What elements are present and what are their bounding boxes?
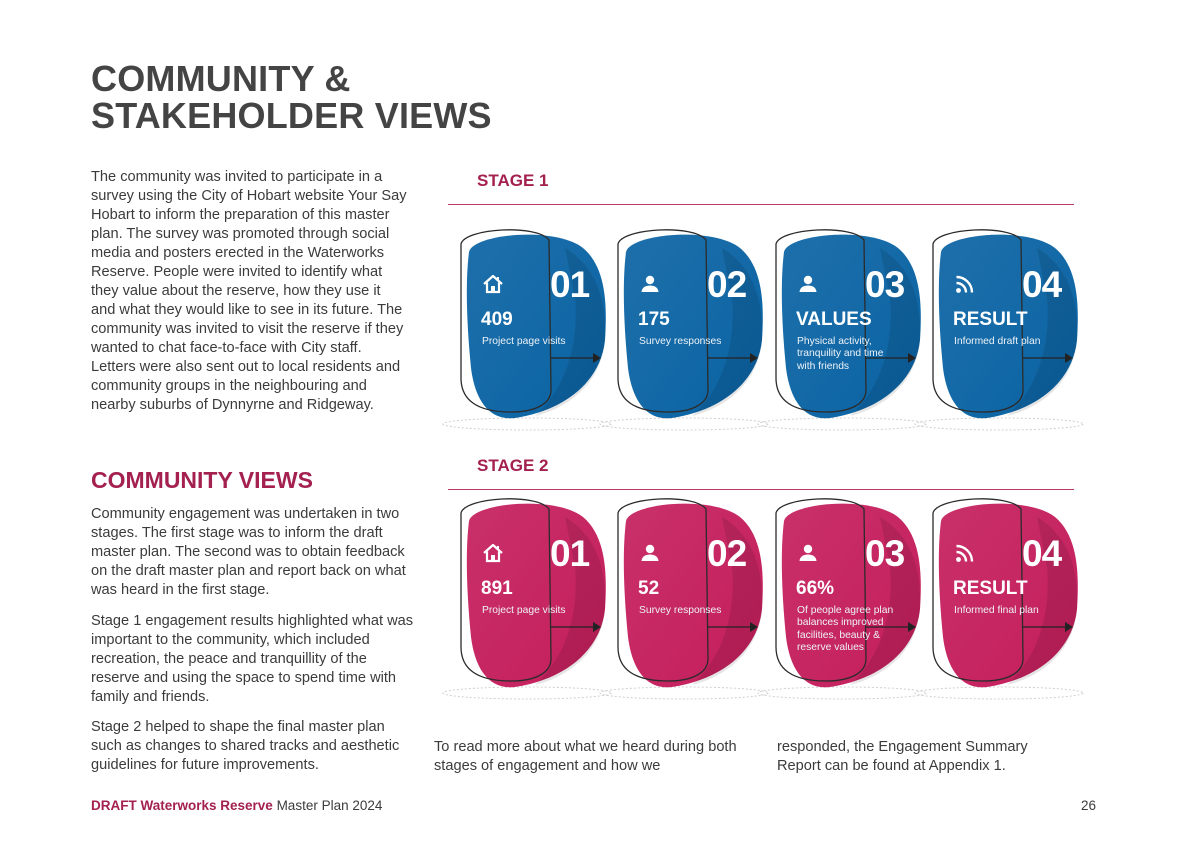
card-value: RESULT [953,309,1028,330]
card-description: Survey responses [639,336,722,347]
stat-card [927,228,1082,428]
card-description: Physical activity, tranquility and time with friends [797,336,884,372]
card-description: Project page visits [482,336,566,347]
stage-1-label: STAGE 1 [477,171,549,190]
home-icon [481,272,505,296]
card-shape [770,497,925,697]
card-number: 02 [707,533,747,574]
person-icon [796,541,820,565]
footer-title-bold: DRAFT Waterworks Reserve [91,798,273,813]
person-icon [796,272,820,296]
stat-card [612,228,767,428]
card-value: 66% [796,578,835,599]
card-value: VALUES [796,309,872,330]
stage-2-divider [448,489,1074,490]
card-description: Informed draft plan [954,336,1041,347]
card-number: 01 [550,533,590,574]
engagement-paragraph-2: Stage 1 engagement results highlighted what was important to the community, which included recreation, the peace and tranquillity of the reserve and using the space to spend time with family and friends. [91,613,414,705]
card-shape [612,497,767,697]
stat-card [455,497,610,697]
bottom-text-column-1: To read more about what we heard during both stages of engagement and how we [434,739,737,774]
stat-card [927,497,1082,697]
page-number: 26 [1081,798,1097,813]
card-shape [455,497,610,697]
stage-2-label: STAGE 2 [477,456,549,475]
rss-icon [953,541,977,565]
footer-title [91,798,382,813]
card-description: Survey responses [639,605,722,616]
card-value: 52 [638,578,660,599]
home-icon [481,541,505,565]
bottom-text-column-2: responded, the Engagement Summary Report can be found at Appendix 1. [777,739,1028,774]
card-value: RESULT [953,578,1028,599]
stat-card [455,228,610,428]
stat-card [770,497,925,697]
person-icon [638,541,662,565]
page-title-line-1: COMMUNITY & [91,58,351,99]
card-number: 03 [865,264,905,305]
card-value: 175 [638,309,670,330]
footer-title-rest: Master Plan 2024 [272,798,383,813]
card-number: 03 [865,533,905,574]
stat-card [770,228,925,428]
card-shape [455,228,610,428]
card-number: 04 [1022,264,1062,305]
engagement-paragraph-1: Community engagement was undertaken in two stages. The first stage was to inform the draft master plan. The second was to obtain feedback on the draft master plan and report back on what was heard in the first stage. [91,506,406,598]
card-number: 01 [550,264,590,305]
card-number: 04 [1022,533,1062,574]
card-number: 02 [707,264,747,305]
card-description: Of people agree plan balances improved facilities, beauty & reserve values [797,605,894,654]
card-shape [612,228,767,428]
stat-card [612,497,767,697]
page-title [91,60,492,134]
stage-1-divider [448,204,1074,205]
page-title-line-2: STAKEHOLDER VIEWS [91,95,492,136]
card-value: 891 [481,578,513,599]
card-value: 409 [481,309,513,330]
community-views-heading: COMMUNITY VIEWS [91,467,313,493]
engagement-paragraph-3: Stage 2 helped to shape the final master plan such as changes to shared tracks and aesthetic guidelines for future improvements. [91,719,400,773]
rss-icon [953,272,977,296]
card-description: Project page visits [482,605,566,616]
person-icon [638,272,662,296]
intro-paragraph: The community was invited to participate in a survey using the City of Hobart website Your Say Hobart to inform the preparation of this master plan. The survey was promoted through social media and posters erected in the Waterworks Reserve. People were invited to identify what they value about the reserve, how they use it and what they would like to see in its future. The community was invited to visit the reserve if they wanted to chat face-to-face with City staff. Letters were also sent out to local residents and community groups in the neighbouring and nearby suburbs of Dynnyrne and Ridgeway. [91,169,407,413]
card-description: Informed final plan [954,605,1039,616]
